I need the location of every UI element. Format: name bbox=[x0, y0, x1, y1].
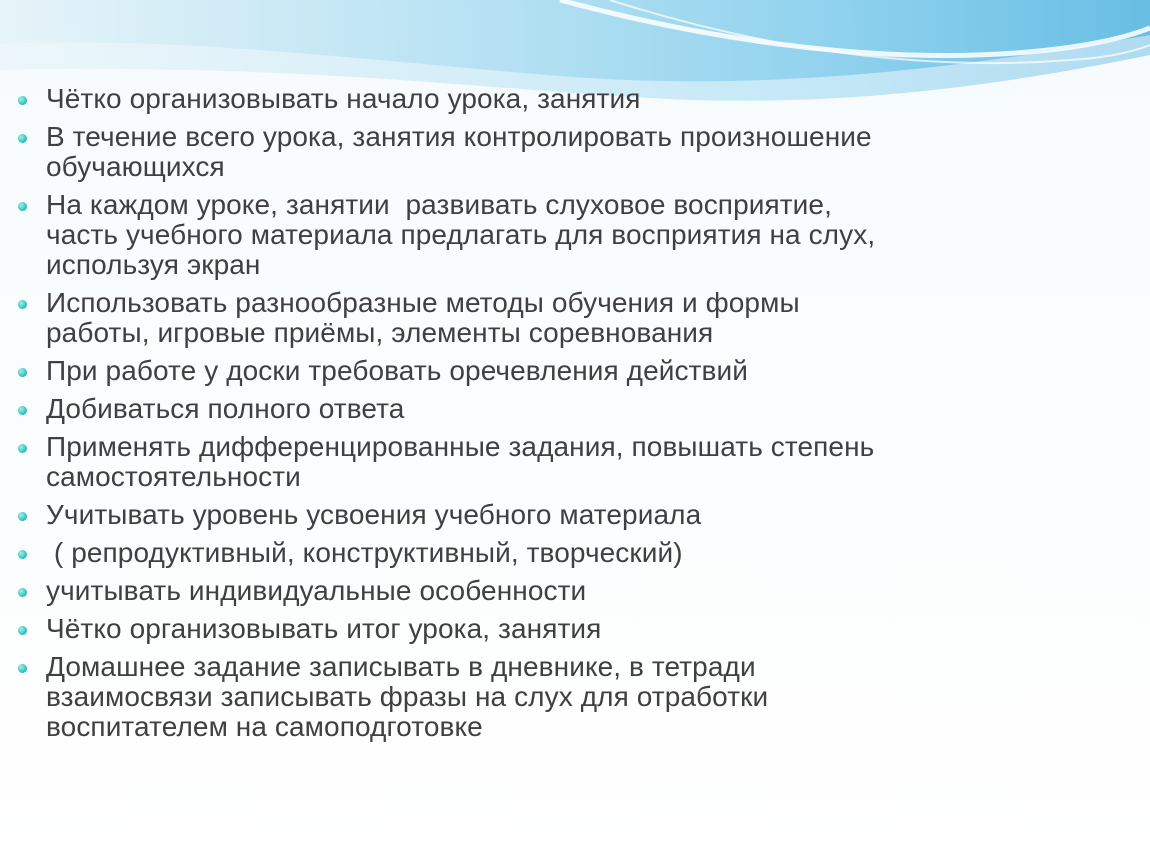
list-item bbox=[18, 432, 1018, 492]
list-item-text: ( репродуктивный, конструктивный, творческий) bbox=[46, 537, 683, 568]
bullet-icon bbox=[18, 626, 27, 635]
list-item bbox=[18, 356, 1018, 386]
list-item bbox=[18, 614, 1018, 644]
list-item-text: учитывать индивидуальные особенности bbox=[46, 575, 587, 606]
list-item bbox=[18, 538, 1018, 568]
bullet-icon bbox=[18, 550, 27, 559]
bullet-list bbox=[18, 84, 1018, 750]
list-item bbox=[18, 84, 1018, 114]
bullet-icon bbox=[18, 588, 27, 597]
list-item-text: Домашнее задание записывать в дневнике, в тетради взаимосвязи записывать фразы на слух для отработки воспитателем на самоподготовке bbox=[46, 651, 769, 742]
list-item bbox=[18, 576, 1018, 606]
bullet-icon bbox=[18, 368, 27, 377]
list-item-text: Учитывать уровень усвоения учебного материала bbox=[46, 499, 702, 530]
list-item-text: В течение всего урока, занятия контролировать произношение обучающихся bbox=[46, 121, 872, 182]
list-item bbox=[18, 394, 1018, 424]
bullet-icon bbox=[18, 444, 27, 453]
list-item bbox=[18, 652, 1018, 742]
list-item-text: Применять дифференцированные задания, повышать степень самостоятельности bbox=[46, 431, 875, 492]
list-item bbox=[18, 190, 1018, 280]
bullet-icon bbox=[18, 300, 27, 309]
list-item-text: Добиваться полного ответа bbox=[46, 393, 405, 424]
bullet-icon bbox=[18, 202, 27, 211]
bullet-icon bbox=[18, 96, 27, 105]
list-item-text: Использовать разнообразные методы обучения и формы работы, игровые приёмы, элементы соревнования bbox=[46, 287, 800, 348]
bullet-icon bbox=[18, 512, 27, 521]
list-item-text: На каждом уроке, занятии развивать слуховое восприятие, часть учебного материала предлагать для восприятия на слух, используя экран bbox=[46, 189, 876, 280]
bullet-icon bbox=[18, 134, 27, 143]
list-item-text: Чётко организовывать начало урока, занятия bbox=[46, 83, 641, 114]
list-item bbox=[18, 500, 1018, 530]
bullet-icon bbox=[18, 664, 27, 673]
list-item-text: При работе у доски требовать оречевления действий bbox=[46, 355, 749, 386]
bullet-icon bbox=[18, 406, 27, 415]
list-item bbox=[18, 122, 1018, 182]
list-item bbox=[18, 288, 1018, 348]
list-item-text: Чётко организовывать итог урока, занятия bbox=[46, 613, 602, 644]
